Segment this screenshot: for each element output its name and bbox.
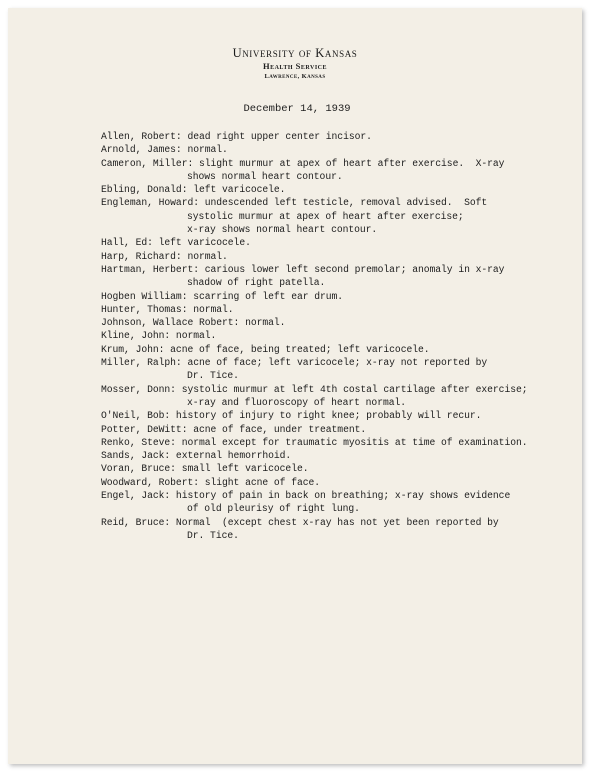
finding-entry	[101, 183, 571, 196]
finding-entry	[101, 303, 571, 316]
letterhead	[8, 46, 582, 82]
finding-line: Miller, Ralph: acne of face; left varicocele; x-ray not reported by	[101, 357, 488, 369]
letterhead-city: Lawrence, Kansas	[264, 73, 326, 80]
finding-continuation-line: Dr. Tice.	[187, 529, 239, 541]
finding-line: Renko, Steve: normal except for traumatic myositis at time of examination.	[101, 436, 528, 448]
finding-line: Johnson, Wallace Robert: normal.	[101, 317, 286, 329]
finding-line: Sands, Jack: external hemorrhoid.	[101, 450, 292, 462]
letterhead-department: Health Service	[262, 61, 328, 71]
finding-entry	[101, 130, 571, 143]
finding-entry	[101, 329, 571, 342]
finding-continuation-line: x-ray and fluoroscopy of heart normal.	[187, 396, 407, 408]
letter-date: December 14, 1939	[243, 103, 351, 115]
finding-line: Kline, John: normal.	[101, 330, 217, 342]
finding-entry	[101, 449, 571, 462]
finding-entry	[101, 489, 571, 516]
finding-continuation-line: shadow of right patella.	[187, 277, 326, 289]
finding-entry	[101, 356, 571, 383]
finding-line: Ebling, Donald: left varicocele.	[101, 184, 286, 196]
finding-continuation-line: shows normal heart contour.	[187, 170, 343, 182]
letterhead-institution: University of Kansas	[232, 46, 358, 60]
finding-continuation-line: systolic murmur at apex of heart after exercise;	[187, 210, 464, 222]
student-findings-list	[101, 130, 571, 542]
finding-line: Voran, Bruce: small left varicocele.	[101, 463, 309, 475]
finding-entry	[101, 409, 571, 422]
finding-entry	[101, 157, 571, 184]
finding-continuation-line: x-ray shows normal heart contour.	[187, 224, 378, 236]
finding-entry	[101, 436, 571, 449]
finding-line: Hartman, Herbert: carious lower left second premolar; anomaly in x-ray	[101, 263, 505, 275]
finding-line: Reid, Bruce: Normal (except chest x-ray has not yet been reported by	[101, 516, 499, 528]
finding-line: O'Neil, Bob: history of injury to right knee; probably will recur.	[101, 410, 482, 422]
finding-line: Krum, John: acne of face, being treated; left varicocele.	[101, 343, 430, 355]
finding-line: Allen, Robert: dead right upper center incisor.	[101, 131, 372, 142]
finding-line: Mosser, Donn: systolic murmur at left 4th costal cartilage after exercise;	[101, 383, 528, 395]
letter-paper	[8, 8, 582, 764]
finding-line: Potter, DeWitt: acne of face, under treatment.	[101, 423, 367, 435]
finding-entry	[101, 343, 571, 356]
finding-entry	[101, 263, 571, 290]
finding-continuation-line: Dr. Tice.	[187, 370, 239, 382]
finding-line: Engel, Jack: history of pain in back on breathing; x-ray shows evidence	[101, 490, 511, 502]
finding-line: Engleman, Howard: undescended left testicle, removal advised. Soft	[101, 197, 488, 209]
finding-line: Hall, Ed: left varicocele.	[101, 237, 251, 249]
finding-entry	[101, 316, 571, 329]
finding-entry	[101, 462, 571, 475]
finding-entry	[101, 290, 571, 303]
finding-line: Hunter, Thomas: normal.	[101, 303, 234, 315]
finding-entry	[101, 236, 571, 249]
finding-line: Woodward, Robert: slight acne of face.	[101, 476, 321, 488]
finding-line: Hogben William: scarring of left ear drum.	[101, 290, 344, 302]
finding-line: Cameron, Miller: slight murmur at apex of heart after exercise. X-ray	[101, 157, 505, 169]
finding-continuation-line: of old pleurisy of right lung.	[187, 503, 360, 515]
finding-entry	[101, 423, 571, 436]
finding-entry	[101, 143, 571, 156]
finding-line: Arnold, James: normal.	[101, 144, 228, 156]
finding-line: Harp, Richard: normal.	[101, 250, 228, 262]
finding-entry	[101, 383, 571, 410]
finding-entry	[101, 250, 571, 263]
finding-entry	[101, 476, 571, 489]
finding-entry	[101, 516, 571, 543]
finding-entry	[101, 196, 571, 236]
